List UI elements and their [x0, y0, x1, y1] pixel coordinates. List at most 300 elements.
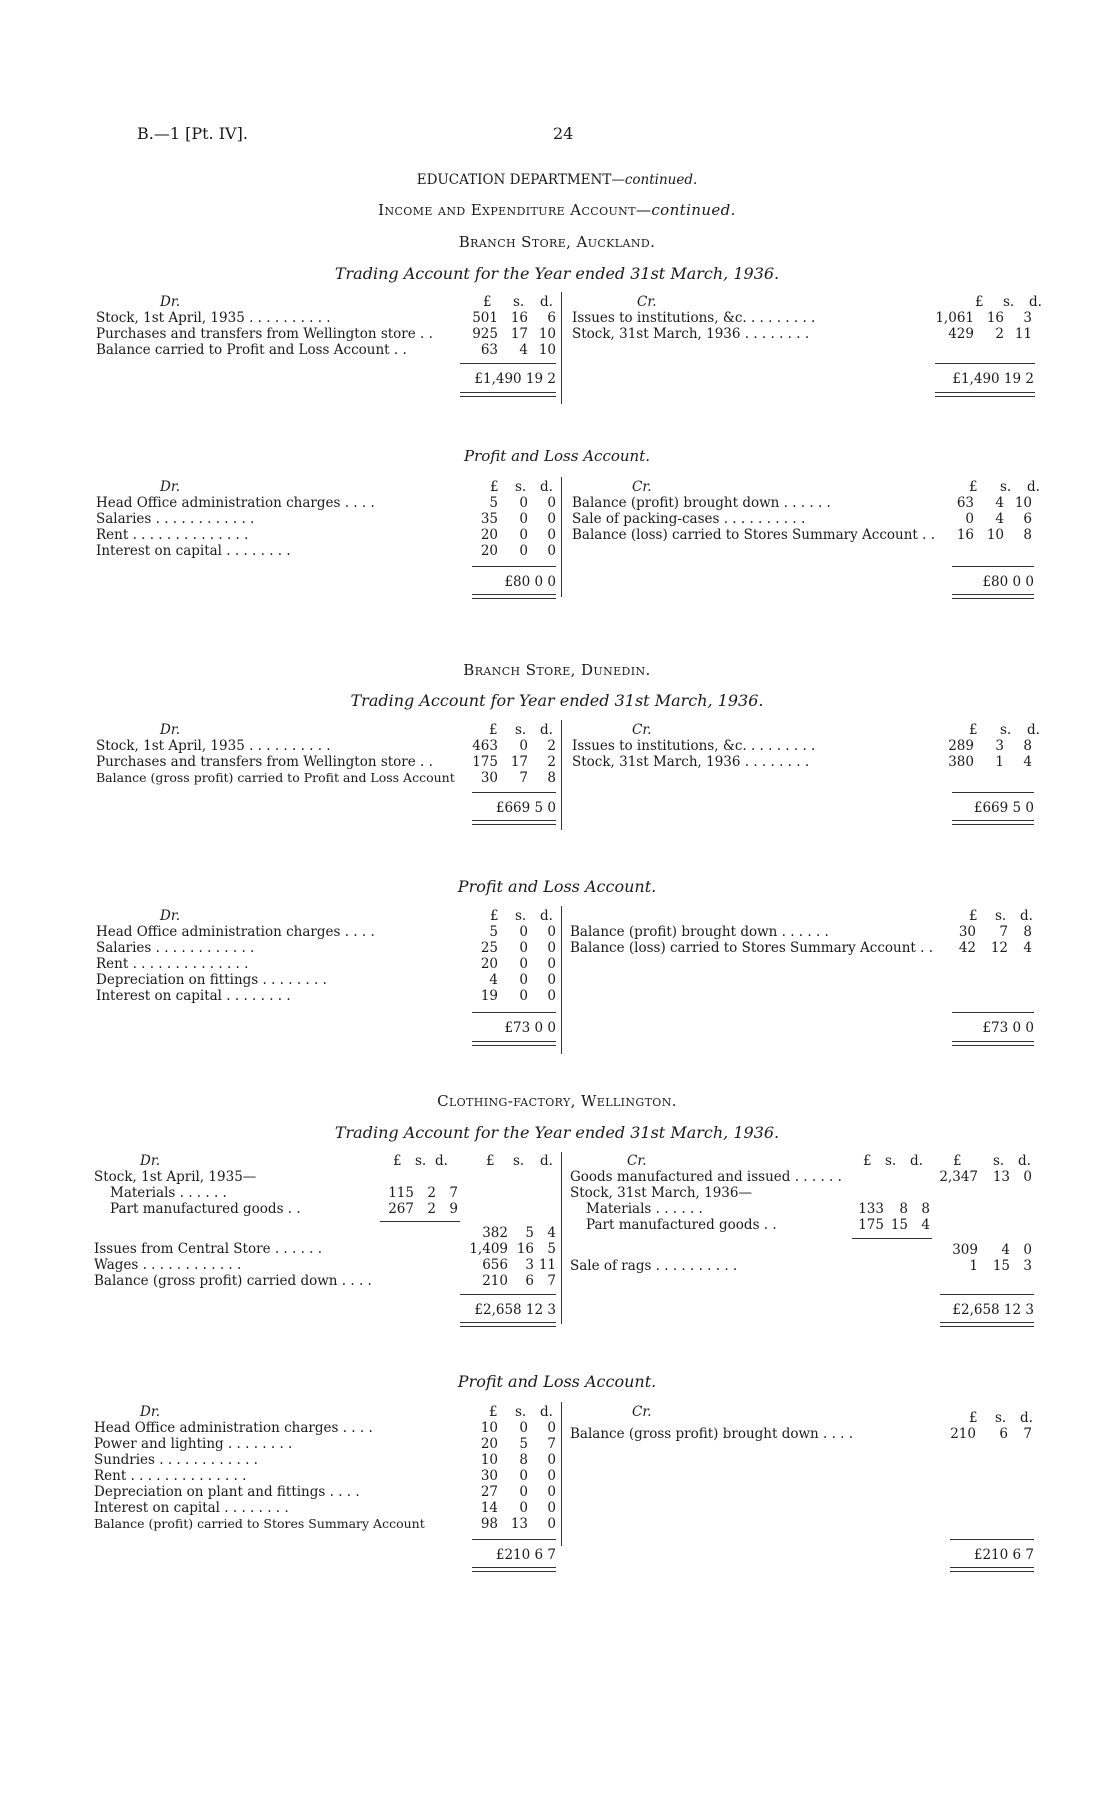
ledger-row: [572, 511, 1032, 527]
clothing-pl-title: Profit and Loss Account.: [457, 1372, 657, 1391]
row-label: Depreciation on plant and fittings . . . .: [94, 1484, 360, 1500]
row-label: Purchases and transfers from Wellington store . .: [96, 754, 433, 770]
row-label: Part manufactured goods . .: [110, 1201, 301, 1217]
clothing-trading-divider: [561, 1152, 562, 1324]
row-pounds: 210: [950, 1426, 976, 1442]
double-rule: [460, 1322, 556, 1327]
row-shillings: 0: [519, 1420, 528, 1436]
row-label: Balance (gross profit) carried to Profit and Loss Account: [96, 770, 455, 785]
row-label: Balance (profit) carried to Stores Summary Account: [94, 1516, 425, 1531]
ledger-row: [572, 310, 1032, 326]
double-rule: [472, 1041, 556, 1046]
total-rule: [460, 1294, 556, 1295]
row-label: Rent . . . . . . . . . . . . . .: [94, 1468, 247, 1484]
row-pence: 4: [1023, 940, 1032, 956]
row-label: Part manufactured goods . .: [586, 1217, 777, 1233]
row-pounds: 656: [482, 1257, 508, 1273]
row-pence: 4: [547, 1225, 556, 1241]
row-label: Issues from Central Store . . . . . .: [94, 1241, 323, 1257]
row-label: Salaries . . . . . . . . . . . .: [96, 511, 255, 527]
row-shillings: 8: [519, 1452, 528, 1468]
auckland-trading-dr-col-d: d.: [540, 294, 553, 310]
row-shillings: 4: [1001, 1242, 1010, 1258]
row-label: Issues to institutions, &c. . . . . . . . .: [572, 310, 816, 326]
clothing-dr-stock-heading: Stock, 1st April, 1935—: [94, 1169, 257, 1185]
col-d: d.: [435, 1153, 448, 1169]
ledger-row: [96, 988, 560, 1004]
row-pounds: 115: [388, 1185, 414, 1201]
ledger-row: [586, 1201, 930, 1217]
row-pounds: 20: [480, 543, 498, 559]
ledger-row: [94, 1484, 560, 1500]
double-rule: [950, 1567, 1034, 1572]
col-s: s.: [415, 1153, 427, 1169]
row-pounds: 98: [480, 1516, 498, 1532]
row-shillings: 0: [519, 1468, 528, 1484]
row-pence: 7: [547, 1436, 556, 1452]
ledger-row: [94, 1452, 560, 1468]
row-shillings: 10: [986, 527, 1004, 543]
row-pence: 7: [449, 1185, 458, 1201]
row-label: Stock, 31st March, 1936 . . . . . . . .: [572, 326, 810, 342]
row-pounds: 27: [480, 1484, 498, 1500]
ledger-row: [570, 924, 1032, 940]
page-number: 24: [553, 124, 574, 143]
col-d: d.: [540, 908, 553, 924]
row-shillings: 0: [519, 738, 528, 754]
ledger-row: [94, 1436, 560, 1452]
col-s: s.: [515, 908, 527, 924]
row-label: Stock, 1st April, 1935 . . . . . . . . . .: [96, 738, 331, 754]
account-name: Income and Expenditure Account: [378, 201, 636, 219]
ledger-row: [94, 1420, 560, 1436]
row-pence: 8: [1023, 527, 1032, 543]
col-l: £: [486, 1153, 495, 1169]
dunedin-heading: Branch Store, Dunedin.: [463, 661, 651, 679]
col-d: d.: [540, 1404, 553, 1420]
row-label: Rent . . . . . . . . . . . . . .: [96, 527, 249, 543]
row-pence: 0: [1023, 1242, 1032, 1258]
row-pence: 8: [1023, 924, 1032, 940]
department-name: EDUCATION DEPARTMENT: [416, 172, 612, 188]
row-shillings: 15: [992, 1258, 1010, 1274]
row-shillings: 0: [519, 940, 528, 956]
double-rule: [952, 820, 1034, 825]
row-label: Balance (profit) brought down . . . . . .: [570, 924, 829, 940]
row-pence: 0: [547, 527, 556, 543]
row-pence: 0: [547, 495, 556, 511]
col-s: s.: [993, 1153, 1005, 1169]
col-s: s.: [885, 1153, 897, 1169]
row-pounds: 289: [948, 738, 974, 754]
row-pence: 0: [1023, 1169, 1032, 1185]
row-pounds: 175: [472, 754, 498, 770]
row-label: Interest on capital . . . . . . . .: [94, 1500, 289, 1516]
row-pence: 0: [547, 1468, 556, 1484]
row-label: Head Office administration charges . . . .: [96, 495, 375, 511]
ledger-row: [96, 924, 560, 940]
col-l: £: [863, 1153, 872, 1169]
row-label: Interest on capital . . . . . . . .: [96, 988, 291, 1004]
subtotal-rule: [852, 1238, 932, 1239]
row-shillings: 0: [519, 543, 528, 559]
col-l: £: [953, 1153, 962, 1169]
row-shillings: 13: [992, 1169, 1010, 1185]
row-label: Sundries . . . . . . . . . . . .: [94, 1452, 258, 1468]
row-pence: 0: [547, 972, 556, 988]
dunedin-pl-title: Profit and Loss Account.: [457, 877, 657, 896]
dunedin-trading-cr-total: £669 5 0: [973, 800, 1034, 816]
auckland-trading-dr-col-s: s.: [513, 294, 525, 310]
row-label: Materials . . . . . .: [586, 1201, 703, 1217]
ledger-row: [940, 1242, 1032, 1258]
row-label: Interest on capital . . . . . . . .: [96, 543, 291, 559]
col-l: £: [393, 1153, 402, 1169]
row-label: Stock, 1st April, 1935 . . . . . . . . . .: [96, 310, 331, 326]
row-pence: 10: [538, 342, 556, 358]
clothing-pl-dr-total: £210 6 7: [495, 1547, 556, 1563]
row-pounds: 10: [480, 1420, 498, 1436]
clothing-trading-dr: Dr.: [140, 1153, 161, 1169]
row-pence: 0: [547, 988, 556, 1004]
row-pounds: 0: [965, 511, 974, 527]
row-pounds: 16: [956, 527, 974, 543]
clothing-trading-dr-total: £2,658 12 3: [474, 1302, 556, 1318]
row-pence: 8: [921, 1201, 930, 1217]
ledger-row: [94, 1516, 560, 1532]
ledger-row: [96, 511, 560, 527]
col-d: d.: [1018, 1153, 1031, 1169]
row-shillings: 4: [519, 342, 528, 358]
row-pence: 3: [1023, 310, 1032, 326]
total-rule: [952, 792, 1034, 793]
ledger-row: [94, 1500, 560, 1516]
double-rule: [472, 594, 556, 599]
row-pence: 7: [547, 1273, 556, 1289]
total-rule: [940, 1294, 1034, 1295]
row-label: Issues to institutions, &c. . . . . . . . .: [572, 738, 816, 754]
row-pounds: 4: [489, 972, 498, 988]
total-rule: [952, 1012, 1034, 1013]
col-s: s.: [515, 1404, 527, 1420]
row-label: Salaries . . . . . . . . . . . .: [96, 940, 255, 956]
auckland-trading-dr-total: £1,490 19 2: [474, 371, 556, 387]
clothing-pl-dr: Dr.: [140, 1404, 161, 1420]
col-s: s.: [1000, 479, 1012, 495]
dunedin-trading-cr: Cr.: [632, 722, 652, 738]
row-pence: 10: [538, 326, 556, 342]
row-pounds: 463: [472, 738, 498, 754]
account-title: [0, 201, 1114, 219]
auckland-trading-cr-col-l: £: [975, 294, 984, 310]
row-label: Wages . . . . . . . . . . . .: [94, 1257, 242, 1273]
ledger-row: [110, 1185, 458, 1201]
row-pounds: 5: [489, 495, 498, 511]
row-pounds: 19: [480, 988, 498, 1004]
row-label: Rent . . . . . . . . . . . . . .: [96, 956, 249, 972]
double-rule: [952, 594, 1034, 599]
row-label: Materials . . . . . .: [110, 1185, 227, 1201]
row-pounds: 20: [480, 527, 498, 543]
ledger-row: [586, 1217, 930, 1233]
col-d: d.: [540, 722, 553, 738]
col-l: £: [969, 908, 978, 924]
auckland-pl-dr-total: £80 0 0: [504, 574, 556, 590]
row-pounds: 1,061: [935, 310, 974, 326]
dunedin-trading-title: Trading Account for Year ended 31st March, 1936.: [350, 691, 764, 710]
row-pounds: 429: [948, 326, 974, 342]
row-pounds: 20: [480, 1436, 498, 1452]
row-pounds: 30: [480, 770, 498, 786]
row-shillings: 16: [516, 1241, 534, 1257]
row-pence: 8: [547, 770, 556, 786]
auckland-heading: Branch Store, Auckland.: [458, 233, 656, 251]
row-pence: 0: [547, 924, 556, 940]
row-shillings: 6: [999, 1426, 1008, 1442]
total-rule: [472, 792, 556, 793]
auckland-trading-divider: [561, 292, 562, 404]
row-shillings: 16: [510, 310, 528, 326]
row-pence: 0: [547, 1452, 556, 1468]
row-pence: 4: [921, 1217, 930, 1233]
row-shillings: 15: [890, 1217, 908, 1233]
ledger-row: [94, 1241, 556, 1257]
page-reference: B.—1 [Pt. IV].: [137, 124, 248, 143]
row-pounds: 25: [480, 940, 498, 956]
row-pounds: 1,409: [469, 1241, 508, 1257]
row-shillings: 7: [519, 770, 528, 786]
row-pence: 11: [538, 1257, 556, 1273]
row-shillings: 0: [519, 988, 528, 1004]
row-pounds: 382: [482, 1225, 508, 1241]
col-s: s.: [515, 479, 527, 495]
row-pence: 0: [547, 511, 556, 527]
row-pence: 0: [547, 956, 556, 972]
row-shillings: 0: [519, 527, 528, 543]
ledger-row: [570, 1426, 1032, 1442]
col-l: £: [969, 1410, 978, 1426]
ledger-row: [94, 1468, 560, 1484]
row-pence: 6: [547, 310, 556, 326]
auckland-pl-cr-total: £80 0 0: [982, 574, 1034, 590]
col-l: £: [490, 908, 499, 924]
row-shillings: 2: [427, 1185, 436, 1201]
col-s: s.: [995, 1410, 1007, 1426]
auckland-trading-dr-col-l: £: [483, 294, 492, 310]
col-l: £: [969, 479, 978, 495]
row-pence: 11: [1014, 326, 1032, 342]
auckland-trading-cr-col-s: s.: [1003, 294, 1015, 310]
total-rule: [950, 1539, 1034, 1540]
col-d: d.: [540, 479, 553, 495]
ledger-row: [96, 770, 560, 786]
auckland-pl-dr: Dr.: [160, 479, 181, 495]
row-pence: 5: [547, 1241, 556, 1257]
ledger-row: [570, 940, 1032, 956]
total-rule: [935, 363, 1035, 364]
row-pounds: 63: [480, 342, 498, 358]
row-shillings: 0: [519, 972, 528, 988]
row-pounds: 10: [480, 1452, 498, 1468]
auckland-trading-dr: Dr.: [160, 294, 181, 310]
total-rule: [952, 566, 1034, 567]
row-shillings: 17: [510, 754, 528, 770]
row-pence: 0: [547, 1500, 556, 1516]
auckland-pl-title: Profit and Loss Account.: [463, 447, 650, 465]
row-pence: 6: [1023, 511, 1032, 527]
total-rule: [472, 1012, 556, 1013]
row-label: Power and lighting . . . . . . . .: [94, 1436, 293, 1452]
row-pounds: 210: [482, 1273, 508, 1289]
auckland-trading-cr-col-d: d.: [1029, 294, 1042, 310]
row-pence: 0: [547, 940, 556, 956]
row-label: Head Office administration charges . . . .: [96, 924, 375, 940]
row-pence: 0: [547, 1516, 556, 1532]
row-shillings: 3: [525, 1257, 534, 1273]
clothing-heading: Clothing-factory, Wellington.: [437, 1092, 677, 1110]
col-d: d.: [1027, 479, 1040, 495]
row-label: Goods manufactured and issued . . . . . .: [570, 1169, 842, 1185]
double-rule: [952, 1041, 1034, 1046]
row-pounds: 501: [472, 310, 498, 326]
auckland-trading-cr-total: £1,490 19 2: [952, 371, 1034, 387]
double-rule: [460, 392, 556, 397]
ledger-row: [96, 495, 560, 511]
clothing-pl-cr: Cr.: [632, 1404, 652, 1420]
ledger-row: [96, 956, 560, 972]
col-l: £: [490, 479, 499, 495]
row-shillings: 5: [525, 1225, 534, 1241]
ledger-row: [572, 738, 1032, 754]
dunedin-pl-dr: Dr.: [160, 908, 181, 924]
row-pounds: 380: [948, 754, 974, 770]
ledger-row: [96, 738, 560, 754]
col-s: s.: [1000, 722, 1012, 738]
row-pounds: 14: [480, 1500, 498, 1516]
auckland-pl-divider: [561, 477, 562, 597]
row-pounds: 20: [480, 956, 498, 972]
ledger-row: [96, 940, 560, 956]
row-label: Balance (loss) carried to Stores Summary Account . .: [572, 527, 936, 543]
ledger-row: [572, 527, 1032, 543]
dunedin-pl-cr-total: £73 0 0: [982, 1020, 1034, 1036]
row-label: Balance carried to Profit and Loss Account . .: [96, 342, 407, 358]
ledger-row: [572, 754, 1032, 770]
row-shillings: 0: [519, 511, 528, 527]
row-shillings: 0: [519, 924, 528, 940]
row-label: Purchases and transfers from Wellington store . .: [96, 326, 433, 342]
ledger-row: [572, 495, 1032, 511]
subtotal-rule: [380, 1221, 460, 1222]
row-shillings: 0: [519, 1484, 528, 1500]
row-label: Stock, 31st March, 1936 . . . . . . . .: [572, 754, 810, 770]
row-label: Sale of packing-cases . . . . . . . . . .: [572, 511, 806, 527]
row-pence: 4: [1023, 754, 1032, 770]
row-pounds: 175: [858, 1217, 884, 1233]
col-l: £: [489, 1404, 498, 1420]
row-shillings: 16: [986, 310, 1004, 326]
row-pounds: 133: [858, 1201, 884, 1217]
row-pence: 7: [1023, 1426, 1032, 1442]
dunedin-trading-dr-total: £669 5 0: [495, 800, 556, 816]
row-label: Balance (gross profit) carried down . . . .: [94, 1273, 372, 1289]
row-label: Balance (profit) brought down . . . . . .: [572, 495, 831, 511]
ledger-row: [470, 1225, 556, 1241]
row-shillings: 4: [995, 511, 1004, 527]
row-pence: 2: [547, 738, 556, 754]
ledger-row: [96, 543, 560, 559]
row-label: Sale of rags . . . . . . . . . .: [570, 1258, 738, 1274]
auckland-trading-title: Trading Account for the Year ended 31st March, 1936.: [334, 264, 780, 283]
row-shillings: 4: [995, 495, 1004, 511]
row-shillings: 0: [519, 495, 528, 511]
dunedin-pl-divider: [561, 906, 562, 1054]
clothing-pl-divider: [561, 1402, 562, 1546]
row-label: Balance (loss) carried to Stores Summary Account . .: [570, 940, 934, 956]
double-rule: [940, 1322, 1034, 1327]
ledger-row: [570, 1169, 1032, 1185]
total-rule: [460, 363, 556, 364]
row-pounds: 2,347: [939, 1169, 978, 1185]
dunedin-trading-divider: [561, 720, 562, 830]
ledger-row: [96, 342, 560, 358]
ledger-row: [96, 310, 560, 326]
ledger-row: [94, 1273, 556, 1289]
col-d: d.: [1020, 908, 1033, 924]
row-pounds: 30: [958, 924, 976, 940]
row-pence: 9: [449, 1201, 458, 1217]
row-shillings: 3: [995, 738, 1004, 754]
col-l: £: [969, 722, 978, 738]
row-pence: 8: [1023, 738, 1032, 754]
row-shillings: 5: [519, 1436, 528, 1452]
row-pounds: 267: [388, 1201, 414, 1217]
dunedin-trading-dr: Dr.: [160, 722, 181, 738]
total-rule: [472, 1539, 556, 1540]
ledger-row: [96, 754, 560, 770]
row-shillings: 17: [510, 326, 528, 342]
row-shillings: 13: [510, 1516, 528, 1532]
row-shillings: 2: [995, 326, 1004, 342]
col-d: d.: [1027, 722, 1040, 738]
clothing-trading-cr: Cr.: [627, 1153, 647, 1169]
row-shillings: 0: [519, 956, 528, 972]
row-label: Head Office administration charges . . . .: [94, 1420, 373, 1436]
row-shillings: 1: [995, 754, 1004, 770]
col-d: d.: [540, 1153, 553, 1169]
row-pence: 0: [547, 1420, 556, 1436]
ledger-row: [96, 527, 560, 543]
department-title: [0, 172, 1114, 188]
row-pounds: 925: [472, 326, 498, 342]
row-pence: 0: [547, 1484, 556, 1500]
col-s: s.: [515, 722, 527, 738]
row-label: Balance (gross profit) brought down . . . .: [570, 1426, 854, 1442]
row-pounds: 30: [480, 1468, 498, 1484]
row-pounds: 63: [956, 495, 974, 511]
department-continued: —continued.: [611, 172, 698, 188]
row-shillings: 6: [525, 1273, 534, 1289]
clothing-trading-cr-total: £2,658 12 3: [952, 1302, 1034, 1318]
clothing-cr-stock-heading: Stock, 31st March, 1936—: [570, 1185, 752, 1201]
account-continued: —continued.: [635, 201, 736, 219]
double-rule: [472, 1567, 556, 1572]
ledger-row: [572, 326, 1032, 342]
row-label: Depreciation on fittings . . . . . . . .: [96, 972, 327, 988]
col-s: s.: [995, 908, 1007, 924]
row-pence: 0: [547, 543, 556, 559]
ledger-row: [96, 326, 560, 342]
